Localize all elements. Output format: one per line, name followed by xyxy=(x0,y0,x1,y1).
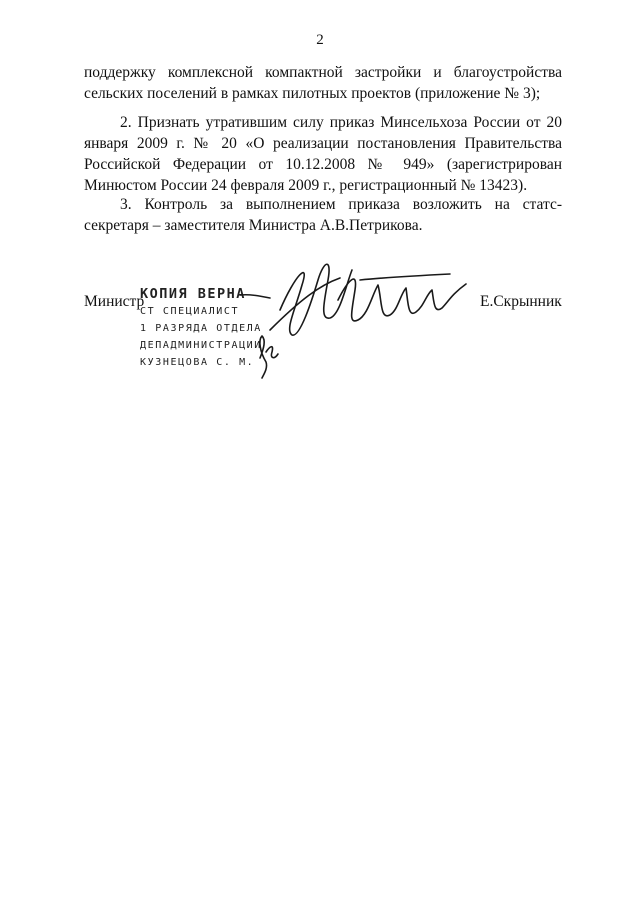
page-number: 2 xyxy=(316,32,324,48)
handwritten-signature xyxy=(240,240,480,390)
stamp-line: КУЗНЕЦОВА С. М. xyxy=(140,357,255,368)
paragraph-item-2 xyxy=(84,112,562,196)
paragraph-text: поддержку комплексной компактной застройки и благоустройства сельских поселений в рамках пилотных проектов (приложение № 3); xyxy=(84,64,562,102)
paragraph-text: 3. Контроль за выполнением приказа возложить на статс-секретаря – заместителя Министра А.В.Петрикова. xyxy=(84,196,562,234)
stamp-line: 1 РАЗРЯДА ОТДЕЛА xyxy=(140,323,262,334)
paragraph-item-3 xyxy=(84,194,562,236)
stamp-line: СТ СПЕЦИАЛИСТ xyxy=(140,306,240,317)
paragraph-continuation xyxy=(84,62,562,104)
stamp-heading: КОПИЯ ВЕРНА xyxy=(140,286,246,302)
paragraph-text: 2. Признать утратившим силу приказ Минсельхоза России от 20 января 2009 г. № 20 «О реализации постановления Правительства Российской Федерации от 10.12.2008 № 949» (зарегистрирован Минюстом России 24 февраля 2009 г., регистрационный № 13423). xyxy=(84,114,562,194)
signatory-name: Е.Скрынник xyxy=(480,293,562,310)
signatory-title: Министр xyxy=(84,293,145,310)
stamp-line: ДЕПАДМИНИСТРАЦИИ xyxy=(140,340,262,351)
